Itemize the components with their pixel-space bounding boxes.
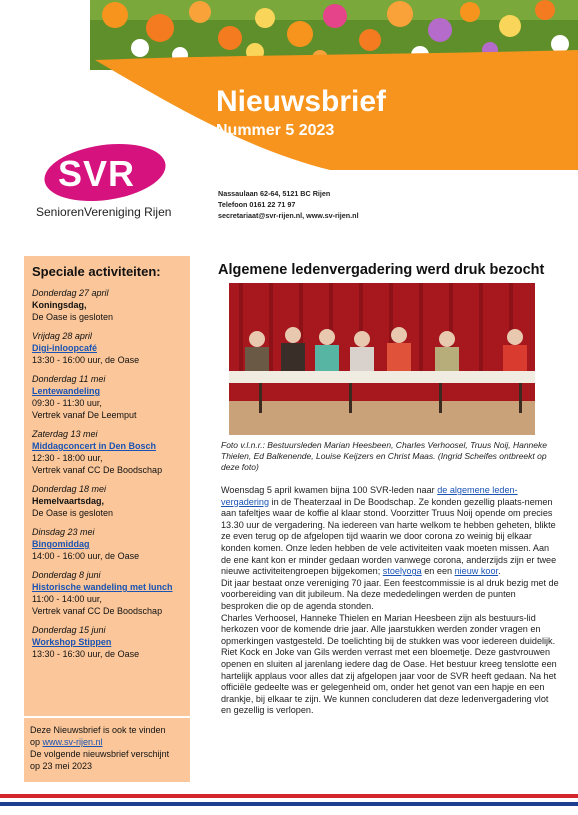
activity-detail: De Oase is gesloten bbox=[32, 508, 114, 518]
activity-detail: Vertrek vanaf CC De Boodschap bbox=[32, 465, 163, 475]
activity-date: Donderdag 8 juni bbox=[32, 570, 101, 580]
activity-item bbox=[32, 526, 190, 562]
activity-item bbox=[32, 373, 190, 421]
activities-sidebar bbox=[24, 256, 190, 716]
article-body bbox=[221, 485, 559, 717]
paragraph-text: en een bbox=[421, 566, 455, 577]
contact-web: secretariaat@svr-rijen.nl, www.sv-rijen.nl bbox=[218, 211, 359, 220]
footer-line: op 23 mei 2023 bbox=[30, 761, 93, 771]
activity-title: Koningsdag, bbox=[32, 300, 87, 310]
paragraph-text: in de Theaterzaal in De Boodschap. Ze konden gezellig plaats-nemen aan tafeltjes waar de koffie al klaar stond. Voorzitter Truus Noij opende om precies 13.30 uur de vergadering. Na iedereen van harte welkom te hebben geheten, blikte ze even terug op de afgelopen tijd waarin we door corona zo weinig bij elkaar konden komen. Onze leden hebben de vele activiteiten vaak moeten missen. Aan de ene kant kon er minder gedaan worden vanwege corona, anderzijds zijn er twee nieuwe activiteitengroepen bijgekomen; bbox=[221, 496, 557, 577]
activity-detail: 11:00 - 14:00 uur, bbox=[32, 594, 102, 604]
activity-link[interactable]: Workshop Stippen bbox=[32, 637, 112, 647]
flag-stripe-blue bbox=[0, 802, 578, 806]
activity-link[interactable]: Historische wandeling met lunch bbox=[32, 582, 173, 592]
footer-line bbox=[30, 736, 186, 748]
article-paragraph: Dit jaar bestaat onze vereniging 70 jaar. Een feestcommissie is al druk bezig met de voorbereiding van dit jubileum. Na deze mededelingen werden de punten besproken die op de agenda stonden. bbox=[221, 577, 559, 611]
activity-title: Hemelvaartsdag, bbox=[32, 496, 105, 506]
activity-item bbox=[32, 330, 190, 366]
activity-date: Donderdag 11 mei bbox=[32, 374, 106, 384]
activity-item bbox=[32, 483, 190, 519]
website-link[interactable]: www.sv-rijen.nl bbox=[42, 737, 103, 747]
activity-date: Vrijdag 28 april bbox=[32, 331, 92, 341]
paragraph-text: . bbox=[498, 566, 501, 577]
activity-link[interactable]: Middagconcert in Den Bosch bbox=[32, 441, 157, 451]
board-photo bbox=[229, 283, 535, 435]
footer-line: Deze Nieuwsbrief is ook te vinden bbox=[30, 725, 166, 735]
newsletter-title-block bbox=[216, 86, 386, 140]
newsletter-issue: Nummer 5 2023 bbox=[216, 122, 335, 139]
activity-item bbox=[32, 624, 190, 660]
activity-link[interactable]: Digi-inloopcafé bbox=[32, 343, 97, 353]
stoelyoga-link[interactable]: stoelyoga bbox=[382, 566, 422, 577]
new-choir-link[interactable]: nieuw koor bbox=[454, 566, 499, 577]
activity-item bbox=[32, 428, 190, 476]
activity-detail: 14:00 - 16:00 uur, de Oase bbox=[32, 551, 140, 561]
svr-logo bbox=[36, 145, 172, 225]
activity-detail: Vertrek vanaf CC De Boodschap bbox=[32, 606, 163, 616]
activity-detail: De Oase is gesloten bbox=[32, 312, 114, 322]
contact-block bbox=[218, 188, 359, 221]
article-headline: Algemene ledenvergadering werd druk bezocht bbox=[218, 262, 545, 278]
activity-item bbox=[32, 569, 190, 617]
meeting-link[interactable]: de algemene leden-vergadering bbox=[221, 485, 518, 507]
article-paragraph bbox=[221, 485, 559, 578]
activity-date: Donderdag 15 juni bbox=[32, 625, 106, 635]
newsletter-title: Nieuwsbrief bbox=[216, 85, 387, 118]
board-members-photo bbox=[229, 283, 535, 435]
paragraph-text: Woensdag 5 april kwamen bijna 100 SVR-leden naar bbox=[221, 485, 438, 495]
contact-address: Nassaulaan 62-64, 5121 BC Rijen bbox=[218, 189, 331, 198]
activity-detail: Vertrek vanaf De Leemput bbox=[32, 410, 137, 420]
activity-detail: 12:30 - 18:00 uur, bbox=[32, 453, 103, 463]
contact-phone: Telefoon 0161 22 71 97 bbox=[218, 200, 296, 209]
article-paragraph: Charles Verhoosel, Hanneke Thielen en Marian Heesbeen zijn als bestuurs-lid herkozen voor de komende drie jaar. Alle jaarstukken werden zonder vragen en opmerkingen vastgesteld. De toelichting bij de stukken was voor iedereen duidelijk. Riet Kock en Joke van Gils werden verrast met een bloemetje. Deze gastvrouwen openen en sluiten al jarenlang iedere dag de Oase. Het bestuur kreeg tenslotte een hartelijk applaus voor alles dat zij afgelopen jaar voor de SVR heeft gedaan. Na het officiële gedeelte was er gelegenheid om, onder het genot van een hapje en een drankje, bij elkaar te zijn. We kunnen concluderen dat deze ledenvergadering vlot en gezellig is verlopen. bbox=[221, 612, 557, 716]
activity-date: Donderdag 18 mei bbox=[32, 484, 107, 494]
activity-detail: 09:30 - 11:30 uur, bbox=[32, 398, 102, 408]
footer-prefix: op bbox=[30, 737, 43, 747]
activity-date: Zaterdag 13 mei bbox=[32, 429, 98, 439]
activity-link[interactable]: Lentewandeling bbox=[32, 386, 101, 396]
logo-mark: SVR bbox=[58, 153, 136, 194]
sidebar-footer bbox=[24, 716, 190, 782]
footer-line: De volgende nieuwsbrief verschijnt bbox=[30, 749, 170, 759]
logo-name: SeniorenVereniging Rijen bbox=[36, 205, 172, 219]
activity-date: Donderdag 27 april bbox=[32, 288, 109, 298]
photo-caption: Foto v.l.n.r.: Bestuursleden Marian Heesbeen, Charles Verhoosel, Truus Noij, Hanneke Thielen, Ed Balkenende, Louise Keijzers en Christ Maas. (Ingrid Scheifes ontbreekt op deze foto) bbox=[221, 440, 547, 472]
activity-detail: 13:30 - 16:00 uur, de Oase bbox=[32, 355, 140, 365]
sidebar-heading: Speciale activiteiten: bbox=[32, 264, 161, 279]
activity-link[interactable]: Bingomiddag bbox=[32, 539, 90, 549]
activity-detail: 13:30 - 16:30 uur, de Oase bbox=[32, 649, 140, 659]
activity-item bbox=[32, 287, 190, 323]
activity-date: Dinsdag 23 mei bbox=[32, 527, 95, 537]
